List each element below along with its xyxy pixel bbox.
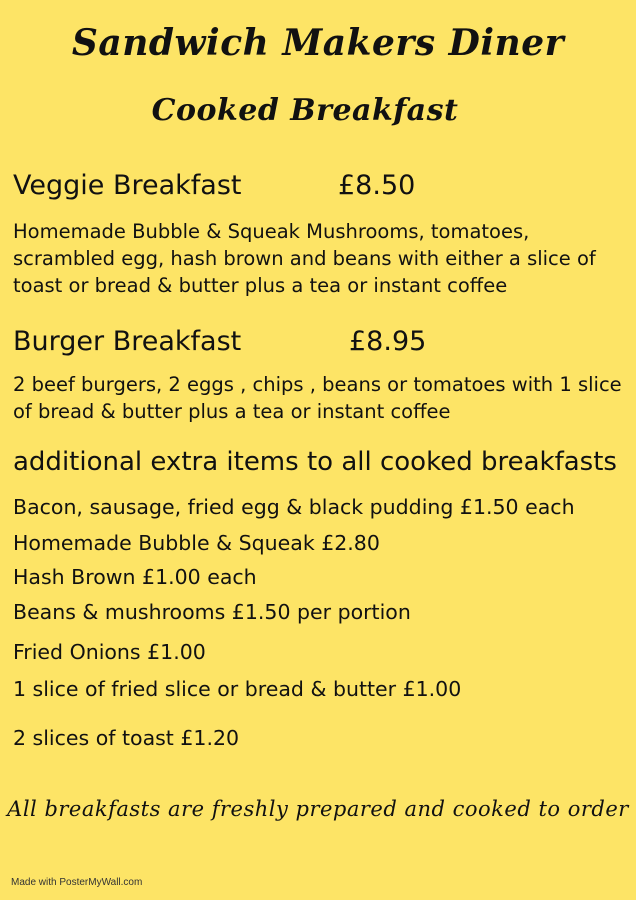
menu-title: Sandwich Makers Diner <box>71 22 565 64</box>
extra-item: Homemade Bubble & Squeak £2.80 <box>13 531 380 555</box>
extras-heading: additional extra items to all cooked breakfasts <box>13 447 617 477</box>
menu-subtitle: Cooked Breakfast <box>151 93 459 128</box>
item-price: £8.50 <box>338 170 416 201</box>
item-description: Homemade Bubble & Squeak Mushrooms, tomatoes, scrambled egg, hash brown and beans with either a slice of toast or bread & butter plus a tea or instant coffee <box>13 220 596 297</box>
credit-text: Made with PosterMyWall.com <box>11 877 143 888</box>
extra-item: 1 slice of fried slice or bread & butter £1.00 <box>13 677 462 701</box>
item-price: £8.95 <box>349 326 427 357</box>
extra-item: Beans & mushrooms £1.50 per portion <box>13 600 411 624</box>
item-name: Veggie Breakfast <box>13 170 242 201</box>
footer-note: All breakfasts are freshly prepared and cooked to order <box>7 797 629 821</box>
extra-item: Fried Onions £1.00 <box>13 640 206 664</box>
extra-item: 2 slices of toast £1.20 <box>13 726 240 750</box>
item-description: 2 beef burgers, 2 eggs , chips , beans or tomatoes with 1 slice of bread & butter plus a tea or instant coffee <box>13 373 622 423</box>
extra-item: Hash Brown £1.00 each <box>13 565 257 589</box>
extra-item: Bacon, sausage, fried egg & black pudding £1.50 each <box>13 495 575 519</box>
item-name: Burger Breakfast <box>13 326 242 357</box>
